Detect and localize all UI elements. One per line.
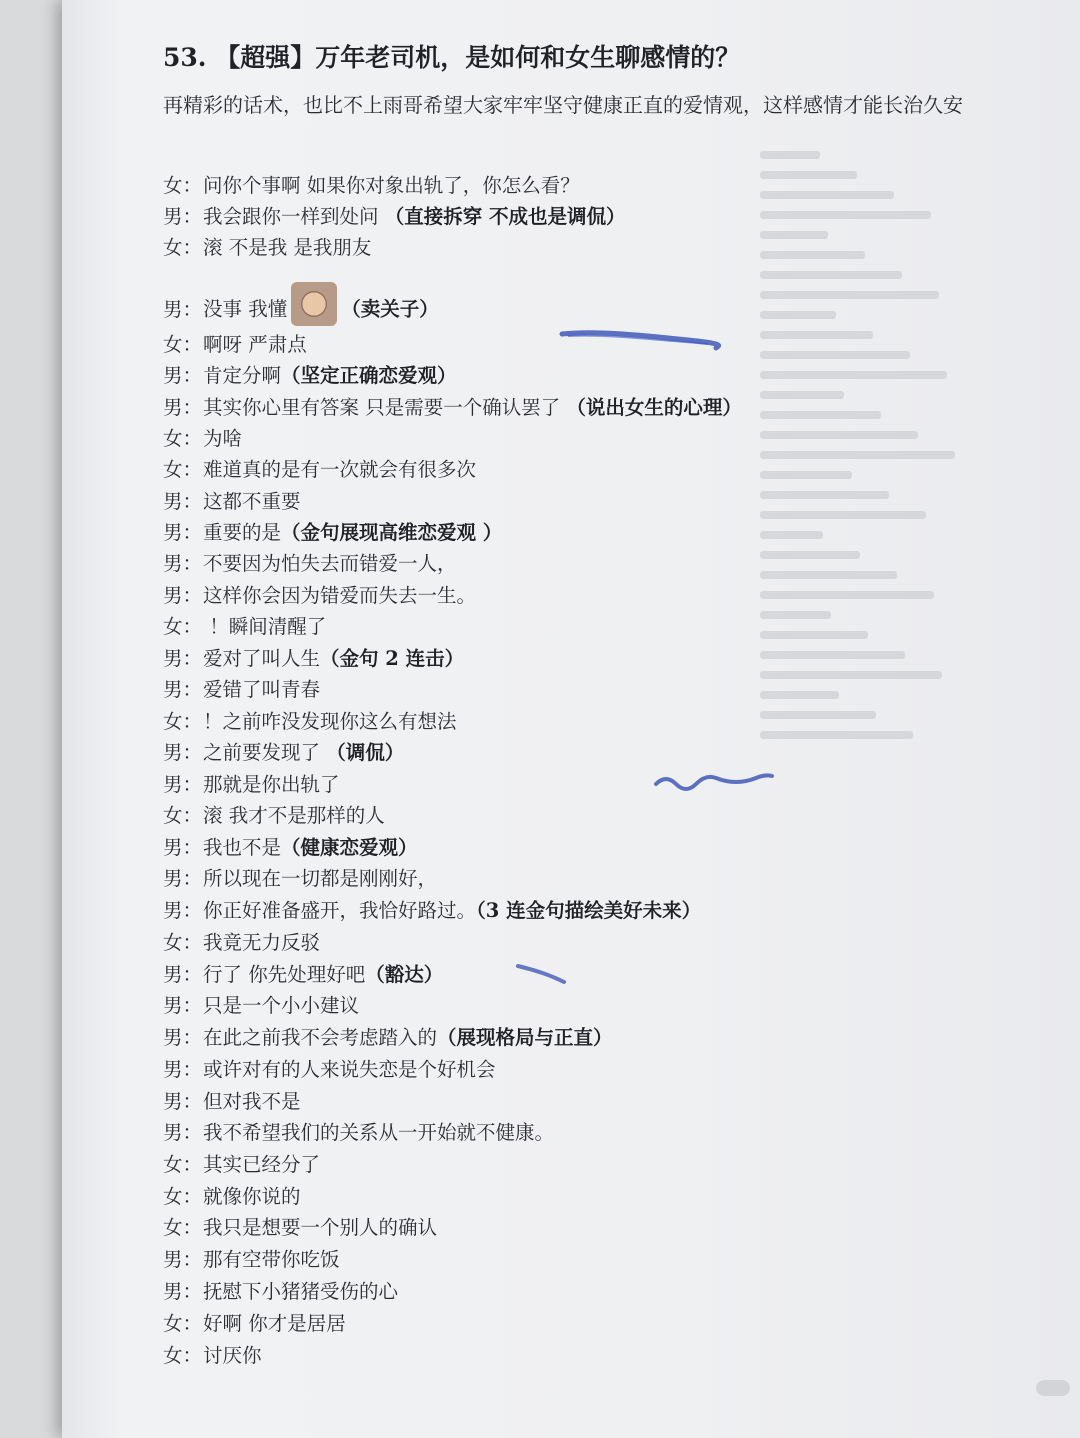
speaker-label: 女： [163, 1344, 203, 1367]
dialogue-text: 讨厌你 [203, 1344, 262, 1367]
dialogue-text: 这样你会因为错爱而失去一生。 [203, 584, 477, 607]
dialogue-line [163, 1244, 340, 1276]
bleed-line [760, 731, 913, 739]
speaker-label: 男： [163, 364, 203, 387]
dialogue-text: 爱错了叫青春 [203, 678, 321, 701]
dialogue-line [163, 643, 464, 675]
dialogue-text: 只是一个小小建议 [203, 994, 360, 1017]
speaker-label: 女： [163, 427, 203, 450]
speaker-label: 男： [163, 1248, 203, 1271]
dialogue-line [163, 454, 476, 486]
speaker-label: 男： [163, 1090, 203, 1113]
dialogue-line [163, 1181, 301, 1213]
dialogue-line [163, 927, 320, 959]
dialogue-text: 其实你心里有答案 只是需要一个确认罢了 [203, 396, 567, 419]
dialogue-text: 那就是你出轨了 [203, 773, 340, 796]
bleed-line [760, 651, 905, 659]
bleed-line [760, 691, 839, 699]
dialogue-line [163, 959, 443, 991]
bleed-through-text [760, 140, 990, 751]
dialogue-line [163, 1276, 398, 1308]
page-subtitle: 再精彩的话术，也比不上雨哥希望大家牢牢坚守健康正直的爱情观，这样感情才能长治久安 [163, 93, 963, 117]
annotation-note: （展现格局与正直） [437, 1026, 613, 1049]
dialogue-text: 不要因为怕失去而错爱一人， [203, 552, 457, 575]
bleed-line [760, 571, 897, 579]
bleed-line [760, 191, 894, 199]
dialogue-line [163, 1212, 437, 1244]
bleed-line [760, 271, 902, 279]
dialogue-text: 啊呀 严肃点 [203, 333, 307, 356]
bleed-line [760, 511, 926, 519]
dialogue-line [163, 800, 385, 832]
dialogue-text: 所以现在一切都是刚刚好， [203, 867, 438, 890]
dialogue-text: 肯定分啊 [203, 364, 282, 387]
bleed-line [760, 531, 823, 539]
dialogue-text: 我会跟你一样到处问 [203, 205, 385, 228]
speaker-label: 男： [163, 773, 203, 796]
speaker-label: 男： [163, 396, 203, 419]
bleed-line [760, 431, 918, 439]
annotation-note: （金句展现高维恋爱观 ） [281, 521, 503, 544]
dialogue-text: 滚 不是我 是我朋友 [203, 236, 372, 259]
dialogue-text: 爱对了叫人生 [203, 647, 321, 670]
dialogue-text: 难道真的是有一次就会有很多次 [203, 458, 477, 481]
dialogue-text: 为啥 [203, 427, 243, 450]
dialogue-line [163, 423, 242, 455]
speaker-label: 女： [163, 236, 203, 259]
dialogue-line [163, 548, 457, 580]
dialogue-line [163, 611, 326, 643]
bleed-line [760, 611, 831, 619]
bleed-line [760, 251, 865, 259]
dialogue-text: 问你个事啊 如果你对象出轨了，你怎么看？ [203, 174, 580, 197]
dialogue-line [163, 863, 437, 895]
dialogue-line [163, 832, 418, 864]
dialogue-line [163, 706, 457, 738]
speaker-label: 男： [163, 867, 203, 890]
dialogue-line [163, 1340, 262, 1372]
dialogue-line [163, 580, 476, 612]
annotation-note: （直接拆穿 不成也是调侃） [384, 205, 626, 228]
speaker-label: 男： [163, 741, 203, 764]
dialogue-text: 但对我不是 [203, 1090, 301, 1113]
bleed-line [760, 711, 876, 719]
speaker-label: 女： [163, 458, 203, 481]
annotation-note: （3 连金句描绘美好未来） [476, 899, 702, 922]
dialogue-text: 没事 我懂 [203, 297, 288, 321]
dialogue-line [163, 895, 701, 927]
dialogue-line [163, 1308, 346, 1340]
dialogue-text: 在此之前我不会考虑踏入的 [203, 1026, 438, 1049]
dialogue-text: 这都不重要 [203, 490, 301, 513]
bleed-line [760, 411, 881, 419]
dialogue-text: 我只是想要一个别人的确认 [203, 1216, 438, 1239]
bleed-line [760, 311, 836, 319]
dialogue-line [163, 737, 404, 769]
bleed-line [760, 291, 939, 299]
speaker-label: 女： [163, 931, 203, 954]
bleed-line [760, 551, 860, 559]
dialogue-line [163, 1149, 320, 1181]
speaker-label: 女： [163, 1312, 203, 1335]
dialogue-line [163, 232, 371, 264]
speaker-label: 男： [163, 836, 203, 859]
dialogue-text: ！之前咋没发现你这么有想法 [203, 710, 457, 733]
dialogue-line [163, 1117, 554, 1149]
dialogue-text: 抚慰下小猪猪受伤的心 [203, 1280, 399, 1303]
dialogue-line [163, 674, 320, 706]
bleed-line [760, 371, 947, 379]
speaker-label: 女： [163, 1216, 203, 1239]
speaker-label: 女： [163, 174, 203, 197]
bleed-line [760, 231, 828, 239]
speaker-label: 男： [163, 521, 203, 544]
annotation-note: （健康恋爱观） [281, 836, 418, 859]
speaker-label: 男： [163, 994, 203, 1017]
dialogue-text: 滚 我才不是那样的人 [203, 804, 385, 827]
pen-scribble-1 [558, 322, 728, 362]
dialogue-text: 好啊 你才是居居 [203, 1312, 346, 1335]
bleed-line [760, 351, 910, 359]
pen-scribble-2 [652, 764, 782, 798]
dialogue-text: 之前要发现了 [203, 741, 327, 764]
speaker-label: 男： [163, 1026, 203, 1049]
speaker-label: 男： [163, 1280, 203, 1303]
bleed-line [760, 491, 889, 499]
dialogue-text: 我也不是 [203, 836, 282, 859]
dialogue-text: 我竟无力反驳 [203, 931, 321, 954]
dialogue-line [163, 288, 439, 320]
page-tab [1036, 1380, 1070, 1396]
dialogue-text: 或许对有的人来说失恋是个好机会 [203, 1058, 496, 1081]
dialogue-line [163, 1054, 496, 1086]
dialogue-line [163, 486, 301, 518]
pen-scribble-3 [514, 960, 574, 990]
annotation-note: （坚定正确恋爱观） [281, 364, 457, 387]
page-title: 53. 【超强】万年老司机，是如何和女生聊感情的？ [163, 43, 741, 72]
speaker-label: 男： [163, 647, 203, 670]
dialogue-text: 就像你说的 [203, 1185, 301, 1208]
dialogue-text: ！瞬间清醒了 [203, 615, 327, 638]
speaker-label: 女： [163, 1185, 203, 1208]
speaker-label: 女： [163, 333, 203, 356]
speaker-label: 女： [163, 615, 203, 638]
annotation-note: （金句 2 连击） [320, 647, 465, 670]
dialogue-line [163, 392, 742, 424]
dialogue-text: 我不希望我们的关系从一开始就不健康。 [203, 1121, 555, 1144]
dialogue-line [163, 201, 626, 233]
speaker-label: 男： [163, 584, 203, 607]
speaker-label: 女： [163, 804, 203, 827]
speaker-label: 男： [163, 552, 203, 575]
annotation-note: （卖关子） [341, 297, 439, 321]
dialogue-line [163, 360, 457, 392]
bleed-line [760, 391, 844, 399]
dialogue-text: 重要的是 [203, 521, 282, 544]
bleed-line [760, 331, 873, 339]
speaker-label: 男： [163, 490, 203, 513]
bleed-line [760, 631, 868, 639]
dialogue-line [163, 1086, 301, 1118]
dialogue-line [163, 769, 340, 801]
annotation-note: （豁达） [365, 963, 444, 986]
speaker-label: 男： [163, 963, 203, 986]
dialogue-line [163, 329, 307, 361]
grinning-face-emoji [291, 282, 337, 326]
dialogue-line [163, 170, 580, 202]
dialogue-text: 行了 你先处理好吧 [203, 963, 366, 986]
dialogue-text: 你正好准备盛开，我恰好路过。 [203, 899, 477, 922]
speaker-label: 男： [163, 678, 203, 701]
bleed-line [760, 151, 820, 159]
dialogue-text: 那有空带你吃饭 [203, 1248, 340, 1271]
bleed-line [760, 451, 955, 459]
speaker-label: 男： [163, 297, 203, 321]
speaker-label: 男： [163, 1058, 203, 1081]
annotation-note: （调侃） [326, 741, 405, 764]
bleed-line [760, 171, 857, 179]
speaker-label: 男： [163, 899, 203, 922]
dialogue-line [163, 1022, 613, 1054]
dialogue-text: 其实已经分了 [203, 1153, 321, 1176]
bleed-line [760, 211, 931, 219]
dialogue-line [163, 990, 359, 1022]
speaker-label: 男： [163, 205, 203, 228]
annotation-note: （说出女生的心理） [566, 396, 742, 419]
speaker-label: 女： [163, 1153, 203, 1176]
bleed-line [760, 671, 942, 679]
dialogue-line [163, 517, 502, 549]
speaker-label: 女： [163, 710, 203, 733]
bleed-line [760, 591, 934, 599]
bleed-line [760, 471, 852, 479]
speaker-label: 男： [163, 1121, 203, 1144]
